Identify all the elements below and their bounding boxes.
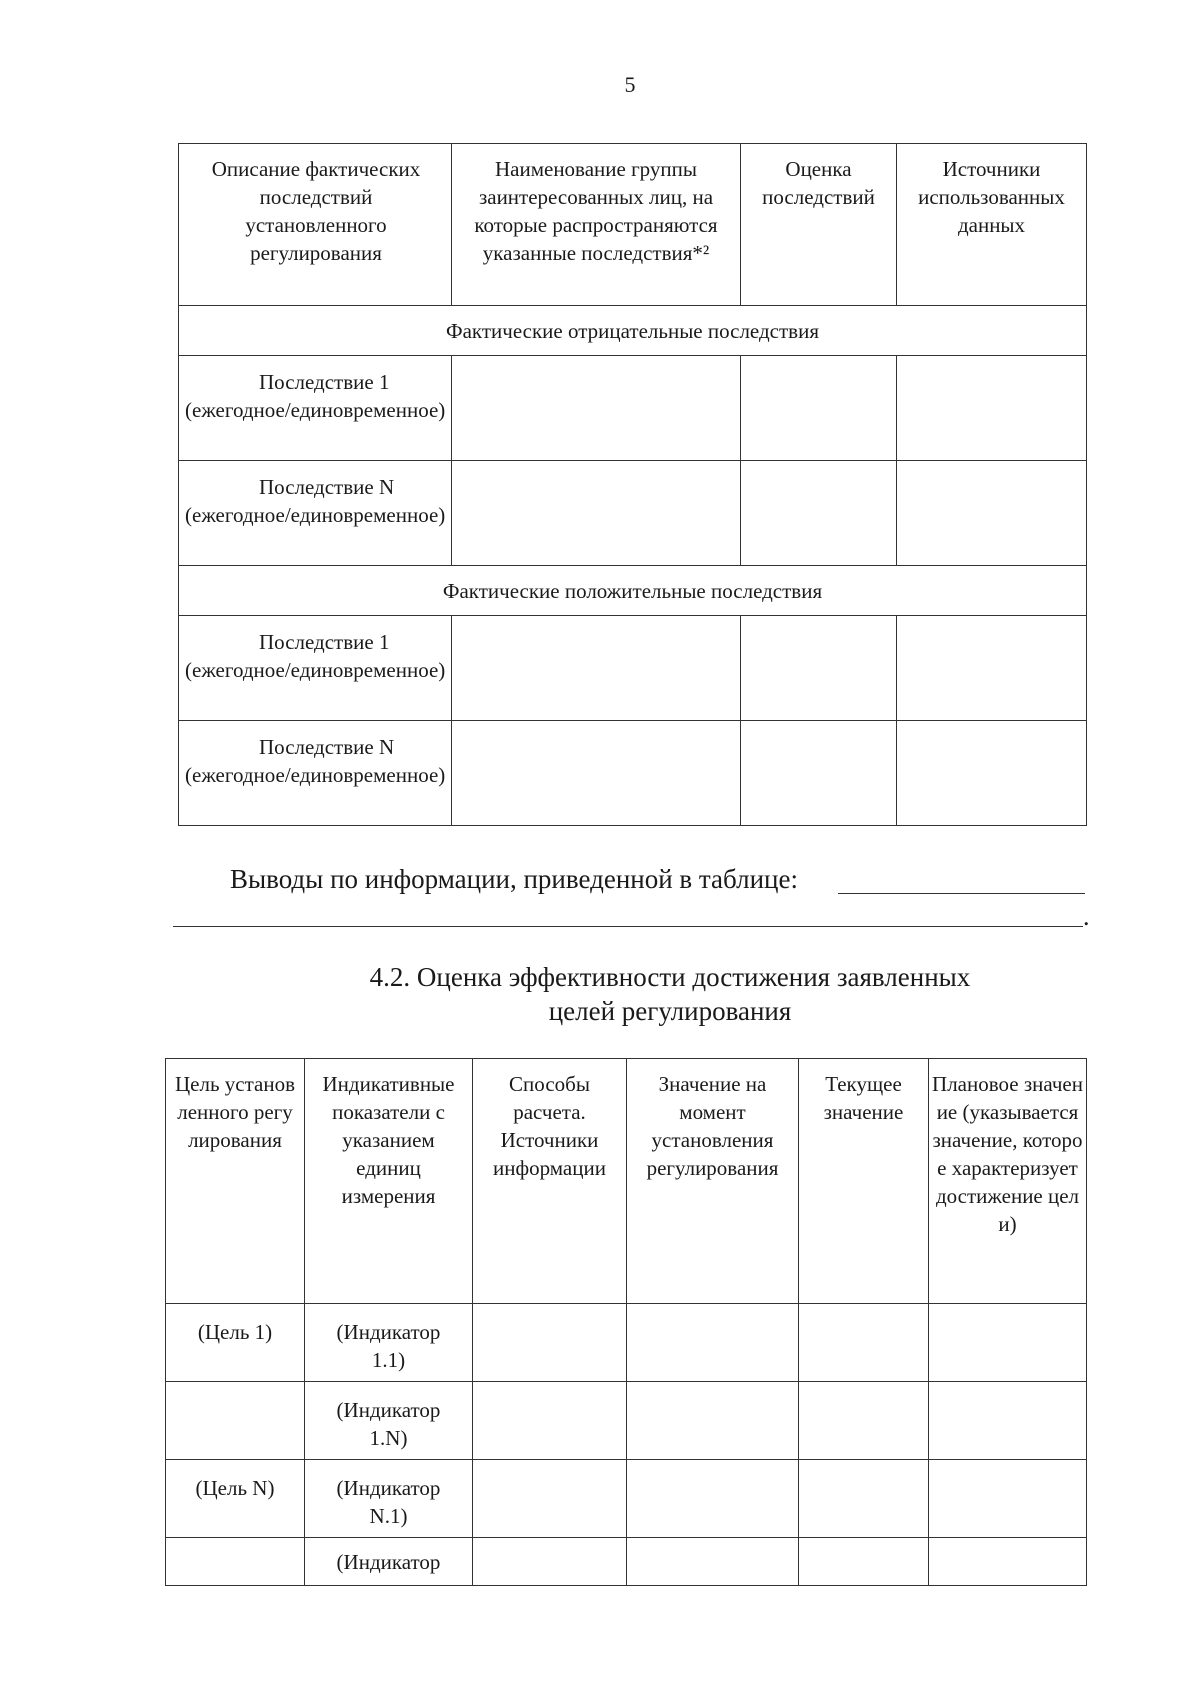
assessment-cell	[741, 356, 897, 461]
goals-header-row	[166, 1059, 1087, 1304]
stakeholder-cell	[452, 461, 741, 566]
section-title	[210, 960, 1130, 1028]
indicator-cell: (Индикатор N.1)	[305, 1460, 473, 1538]
consequence-cell	[179, 616, 452, 721]
header-description: Описание фактических последствий установленного регулирования	[179, 144, 452, 306]
planned-value-cell	[929, 1304, 1087, 1382]
conclusion-label: Выводы по информации, приведенной в таблице:	[230, 864, 798, 894]
consequence-cell	[179, 461, 452, 566]
planned-value-cell	[929, 1460, 1087, 1538]
consequences-header-row	[179, 144, 1087, 306]
assessment-cell	[741, 616, 897, 721]
section-title-line-2: целей регулирования	[548, 996, 792, 1026]
table-row	[179, 721, 1087, 826]
consequence-cell	[179, 356, 452, 461]
initial-value-cell	[627, 1538, 799, 1586]
header-initial-value: Значение на момент установления регулирования	[627, 1059, 799, 1304]
table-row	[179, 616, 1087, 721]
conclusion-blank-line-2	[173, 926, 1083, 927]
table-row	[179, 461, 1087, 566]
current-value-cell	[799, 1538, 929, 1586]
consequence-frequency: (ежегодное/единовременное)	[185, 503, 446, 527]
header-planned-value: Плановое значение (указывается значение, которое характеризует достижение цели)	[929, 1059, 1087, 1304]
table-row	[166, 1460, 1087, 1538]
sources-cell	[897, 616, 1087, 721]
negative-section-row	[179, 306, 1087, 356]
goal-cell	[166, 1538, 305, 1586]
consequence-title: Последствие N	[259, 475, 395, 499]
consequence-title: Последствие 1	[259, 370, 390, 394]
conclusion-blank-line-1	[838, 893, 1085, 894]
header-calculation-methods: Способы расчета. Источники информации	[473, 1059, 627, 1304]
indicator-cell: (Индикатор 1.1)	[305, 1304, 473, 1382]
header-goal: Цель установленного регулирования	[166, 1059, 305, 1304]
header-assessment: Оценка последствий	[741, 144, 897, 306]
sources-cell	[897, 721, 1087, 826]
assessment-cell	[741, 721, 897, 826]
goal-cell: (Цель N)	[166, 1460, 305, 1538]
assessment-cell	[741, 461, 897, 566]
method-cell	[473, 1460, 627, 1538]
sources-cell	[897, 356, 1087, 461]
header-stakeholder-group: Наименование группы заинтересованных лиц, на которые распространяются указанные последствия*²	[452, 144, 741, 306]
method-cell	[473, 1382, 627, 1460]
goals-table	[165, 1058, 1087, 1586]
negative-section-title: Фактические отрицательные последствия	[179, 306, 1087, 356]
header-indicators: Индикативные показатели с указанием единиц измерения	[305, 1059, 473, 1304]
sources-cell	[897, 461, 1087, 566]
planned-value-cell	[929, 1538, 1087, 1586]
positive-section-title: Фактические положительные последствия	[179, 566, 1087, 616]
current-value-cell	[799, 1382, 929, 1460]
page-number: 5	[624, 72, 636, 97]
section-title-line-1: 4.2. Оценка эффективности достижения заявленных	[369, 962, 971, 992]
current-value-cell	[799, 1460, 929, 1538]
consequence-title: Последствие N	[259, 735, 395, 759]
positive-section-row	[179, 566, 1087, 616]
header-current-value: Текущее значение	[799, 1059, 929, 1304]
initial-value-cell	[627, 1382, 799, 1460]
stakeholder-cell	[452, 616, 741, 721]
planned-value-cell	[929, 1382, 1087, 1460]
consequence-cell	[179, 721, 452, 826]
table-row	[166, 1382, 1087, 1460]
indicator-cell: (Индикатор 1.N)	[305, 1382, 473, 1460]
goal-cell: (Цель 1)	[166, 1304, 305, 1382]
indicator-cell: (Индикатор	[305, 1538, 473, 1586]
consequence-frequency: (ежегодное/единовременное)	[185, 398, 446, 422]
table-row	[166, 1304, 1087, 1382]
current-value-cell	[799, 1304, 929, 1382]
consequence-title: Последствие 1	[259, 630, 390, 654]
method-cell	[473, 1538, 627, 1586]
consequence-frequency: (ежегодное/единовременное)	[185, 763, 446, 787]
stakeholder-cell	[452, 721, 741, 826]
initial-value-cell	[627, 1460, 799, 1538]
consequences-table	[178, 143, 1087, 826]
table-row	[179, 356, 1087, 461]
method-cell	[473, 1304, 627, 1382]
goal-cell	[166, 1382, 305, 1460]
stakeholder-cell	[452, 356, 741, 461]
table-row	[166, 1538, 1087, 1586]
initial-value-cell	[627, 1304, 799, 1382]
header-data-sources: Источники использованных данных	[897, 144, 1087, 306]
conclusion-period: .	[1083, 902, 1090, 931]
consequence-frequency: (ежегодное/единовременное)	[185, 658, 446, 682]
